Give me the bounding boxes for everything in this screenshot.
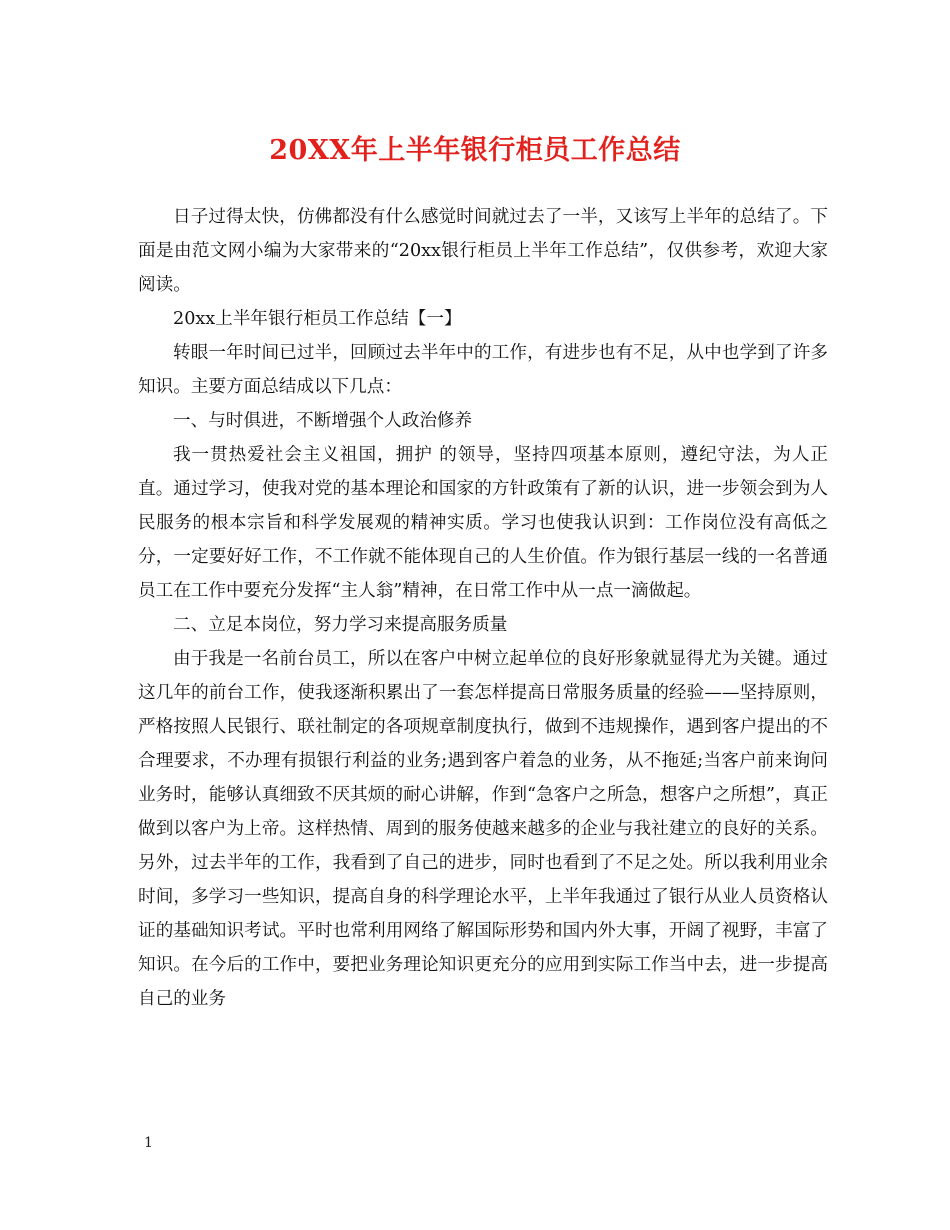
subheading-service: 二、立足本岗位，努力学习来提高服务质量 [173,615,508,635]
subheading-political: 一、与时俱进，不断增强个人政治修养 [173,411,473,431]
section-heading-part-one: 20xx上半年银行柜员工作总结【一】 [173,309,462,329]
overview-paragraph: 转眼一年时间已过半，回顾过去半年中的工作，有进步也有不足，从中也学到了许多知识。主要方面总结成以下几点： [138,343,828,397]
service-paragraph: 由于我是一名前台员工，所以在客户中树立起单位的良好形象就显得尤为关键。通过这几年的前台工作，使我逐渐积累出了一套怎样提高日常服务质量的经验——坚持原则，严格按照人民银行、联社制定的各项规章制度执行，做到不违规操作，遇到客户提出的不合理要求，不办理有损银行利益的业务;遇到客户着急的业务，从不拖延;当客户前来询问业务时，能够认真细致不厌其烦的耐心讲解，作到“急客户之所急，想客户之所想”，真正做到以客户为上帝。这样热情、周到的服务使越来越多的企业与我社建立的良好的关系。另外，过去半年的工作，我看到了自己的进步，同时也看到了不足之处。所以我利用业余时间，多学习一些知识，提高自身的科学理论水平，上半年我通过了银行从业人员资格认证的基础知识考试。平时也常利用网络了解国际形势和国内外大事，开阔了视野，丰富了知识。在今后的工作中，要把业务理论知识更充分的应用到实际工作当中去，进一步提高自己的业务 [138,649,828,1009]
document-body [138,200,828,1016]
political-paragraph: 我一贯热爱社会主义祖国，拥护 的领导，坚持四项基本原则，遵纪守法，为人正直。通过学习，使我对党的基本理论和国家的方针政策有了新的认识，进一步领会到为人民服务的根本宗旨和科学发展观的精神实质。学习也使我认识到：工作岗位没有高低之分，一定要好好工作，不工作就不能体现自己的人生价值。作为银行基层一线的一名普通员工在工作中要充分发挥“主人翁”精神，在日常工作中从一点一滴做起。 [138,445,828,601]
page-number: 1 [144,1135,153,1151]
document-title: 20XX年上半年银行柜员工作总结 [269,135,681,166]
intro-paragraph: 日子过得太快，仿佛都没有什么感觉时间就过去了一半，又该写上半年的总结了。下面是由范文网小编为大家带来的“20xx银行柜员上半年工作总结”，仅供参考，欢迎大家阅读。 [138,207,828,295]
